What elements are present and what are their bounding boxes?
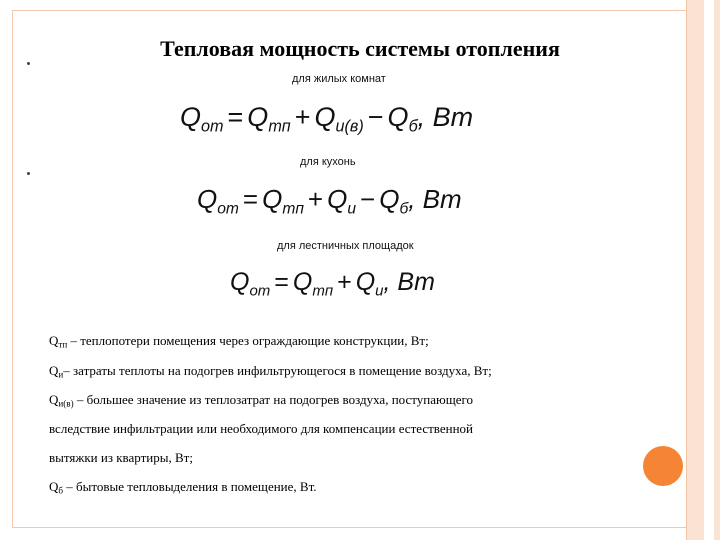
definition-text: – теплопотери помещения через ограждающие конструкции, Вт; [67, 333, 429, 348]
subscript-paren: (в) [344, 117, 364, 136]
subscript: и [375, 282, 384, 300]
subscript: и [335, 117, 345, 136]
operator-plus: + [337, 268, 352, 296]
operator-minus: − [367, 102, 384, 132]
formula-living-rooms [180, 102, 473, 137]
formula-kitchens [197, 184, 462, 218]
subscript: тп [268, 117, 291, 136]
caption-kitchens: для кухонь [300, 156, 356, 168]
subscript: б [408, 117, 418, 136]
subscript: и [58, 369, 64, 380]
symbol-q: Q [180, 102, 202, 132]
symbol-q: Q [314, 102, 336, 132]
symbol-q: Q [49, 392, 59, 407]
symbol-q: Q [355, 268, 376, 296]
decorative-orange-circle [643, 446, 683, 486]
subscript: б [399, 200, 409, 218]
subscript: тп [282, 200, 304, 218]
subscript: и(в) [58, 398, 74, 409]
definition-text: вытяжки из квартиры, Вт; [49, 450, 193, 465]
symbol-q: Q [327, 184, 348, 214]
definition-infiltration [49, 363, 492, 380]
subscript: и [347, 200, 357, 218]
symbol-q: Q [230, 268, 250, 296]
symbol-q: Q [49, 479, 59, 494]
definition-text: – большее значение из теплозатрат на подогрев воздуха, поступающего [73, 392, 473, 407]
operator-minus: − [360, 184, 376, 214]
subscript: от [217, 200, 239, 218]
symbol-q: Q [49, 363, 59, 378]
subscript: б [58, 485, 64, 496]
definition-heat-loss [49, 333, 429, 350]
decorative-stripe-inner [704, 0, 714, 540]
symbol-q: Q [49, 333, 59, 348]
bullet-dot [27, 172, 30, 175]
symbol-q: Q [262, 184, 283, 214]
page-title: Тепловая мощность системы отопления [160, 36, 560, 61]
symbol-q: Q [197, 184, 218, 214]
unit: , Вт [383, 268, 435, 296]
operator-equals: = [242, 184, 259, 214]
operator-plus: + [307, 184, 324, 214]
operator-equals: = [274, 268, 289, 296]
caption-living-rooms: для жилых комнат [292, 73, 386, 85]
decorative-stripe [686, 0, 720, 540]
subscript: от [249, 282, 271, 300]
definition-text: вследствие инфильтрации или необходимого для компенсации естественной [49, 421, 473, 436]
subscript: от [201, 117, 224, 136]
definition-household-heat [49, 479, 317, 496]
symbol-q: Q [247, 102, 269, 132]
caption-stairwells: для лестничных площадок [277, 240, 414, 252]
subscript: тп [58, 339, 68, 350]
definition-text: – затраты теплоты на подогрев инфильтрующегося в помещение воздуха, Вт; [63, 363, 492, 378]
definition-continuation [49, 450, 193, 466]
symbol-q: Q [387, 102, 409, 132]
subscript: тп [312, 282, 334, 300]
definition-continuation [49, 421, 473, 437]
unit: , Вт [408, 184, 462, 214]
symbol-q: Q [379, 184, 400, 214]
formula-stairwells [230, 268, 435, 299]
operator-plus: + [294, 102, 311, 132]
unit: , Вт [417, 102, 474, 132]
definition-max-heat [49, 392, 473, 409]
symbol-q: Q [292, 268, 313, 296]
definition-text: – бытовые тепловыделения в помещение, Вт. [63, 479, 317, 494]
bullet-dot [27, 62, 30, 65]
operator-equals: = [227, 102, 244, 132]
